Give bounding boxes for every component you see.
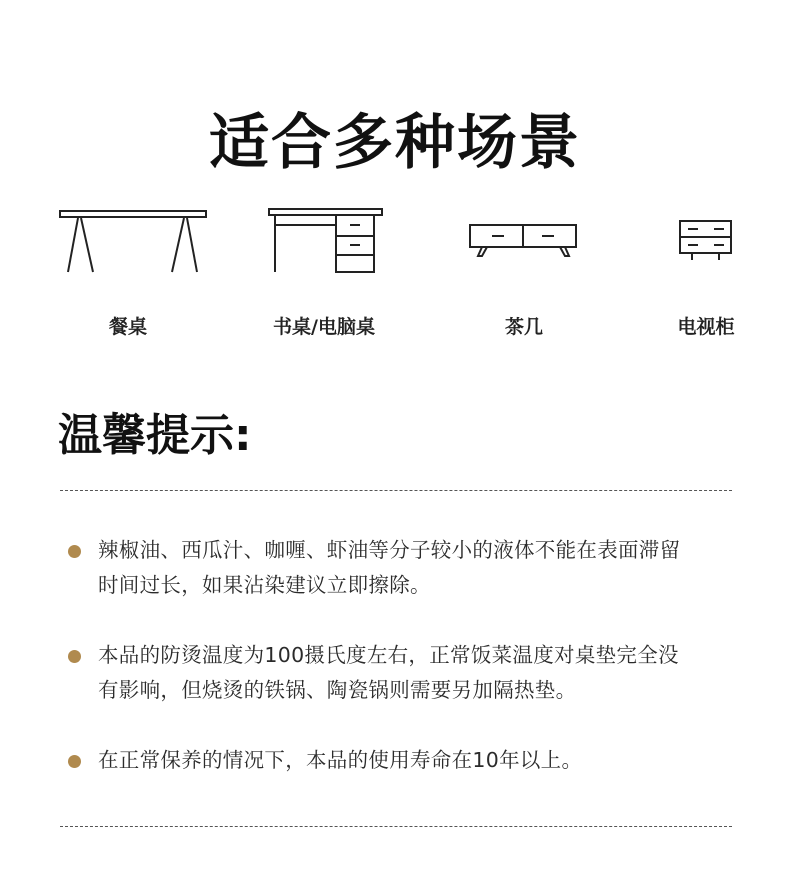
coffee-table-icon	[434, 200, 614, 280]
scene-label-tv-cabinet: 电视柜	[677, 316, 735, 338]
dining-table-icon	[38, 200, 218, 280]
scene-dining-table	[38, 200, 218, 350]
tips-heading: 温馨提示:	[58, 410, 252, 461]
divider-top	[60, 490, 732, 491]
divider-bottom	[60, 826, 732, 827]
scene-label-dining-table: 餐桌	[108, 316, 147, 338]
scene-coffee-table	[434, 200, 614, 350]
tip-text: 在正常保养的情况下，本品的使用寿命在10年以上。	[98, 748, 583, 772]
bullet-dot-icon	[68, 545, 81, 558]
bullet-dot-icon	[68, 755, 81, 768]
scene-tv-cabinet	[616, 200, 790, 350]
tip-text: 辣椒油、西瓜汁、咖喱、虾油等分子较小的液体不能在表面滞留时间过长，如果沾染建议立即擦除。	[98, 538, 681, 597]
tv-cabinet-icon	[616, 200, 790, 280]
scene-label-coffee-table: 茶几	[504, 316, 543, 338]
scene-desk	[234, 200, 414, 350]
bullet-dot-icon	[68, 650, 81, 663]
scene-label-desk: 书桌/电脑桌	[273, 316, 375, 338]
desk-icon	[234, 200, 414, 280]
tip-text: 本品的防烫温度为100摄氏度左右，正常饭菜温度对桌垫完全没有影响，但烧烫的铁锅、陶瓷锅则需要另加隔热垫。	[98, 643, 679, 702]
page-title: 适合多种场景	[209, 108, 581, 179]
